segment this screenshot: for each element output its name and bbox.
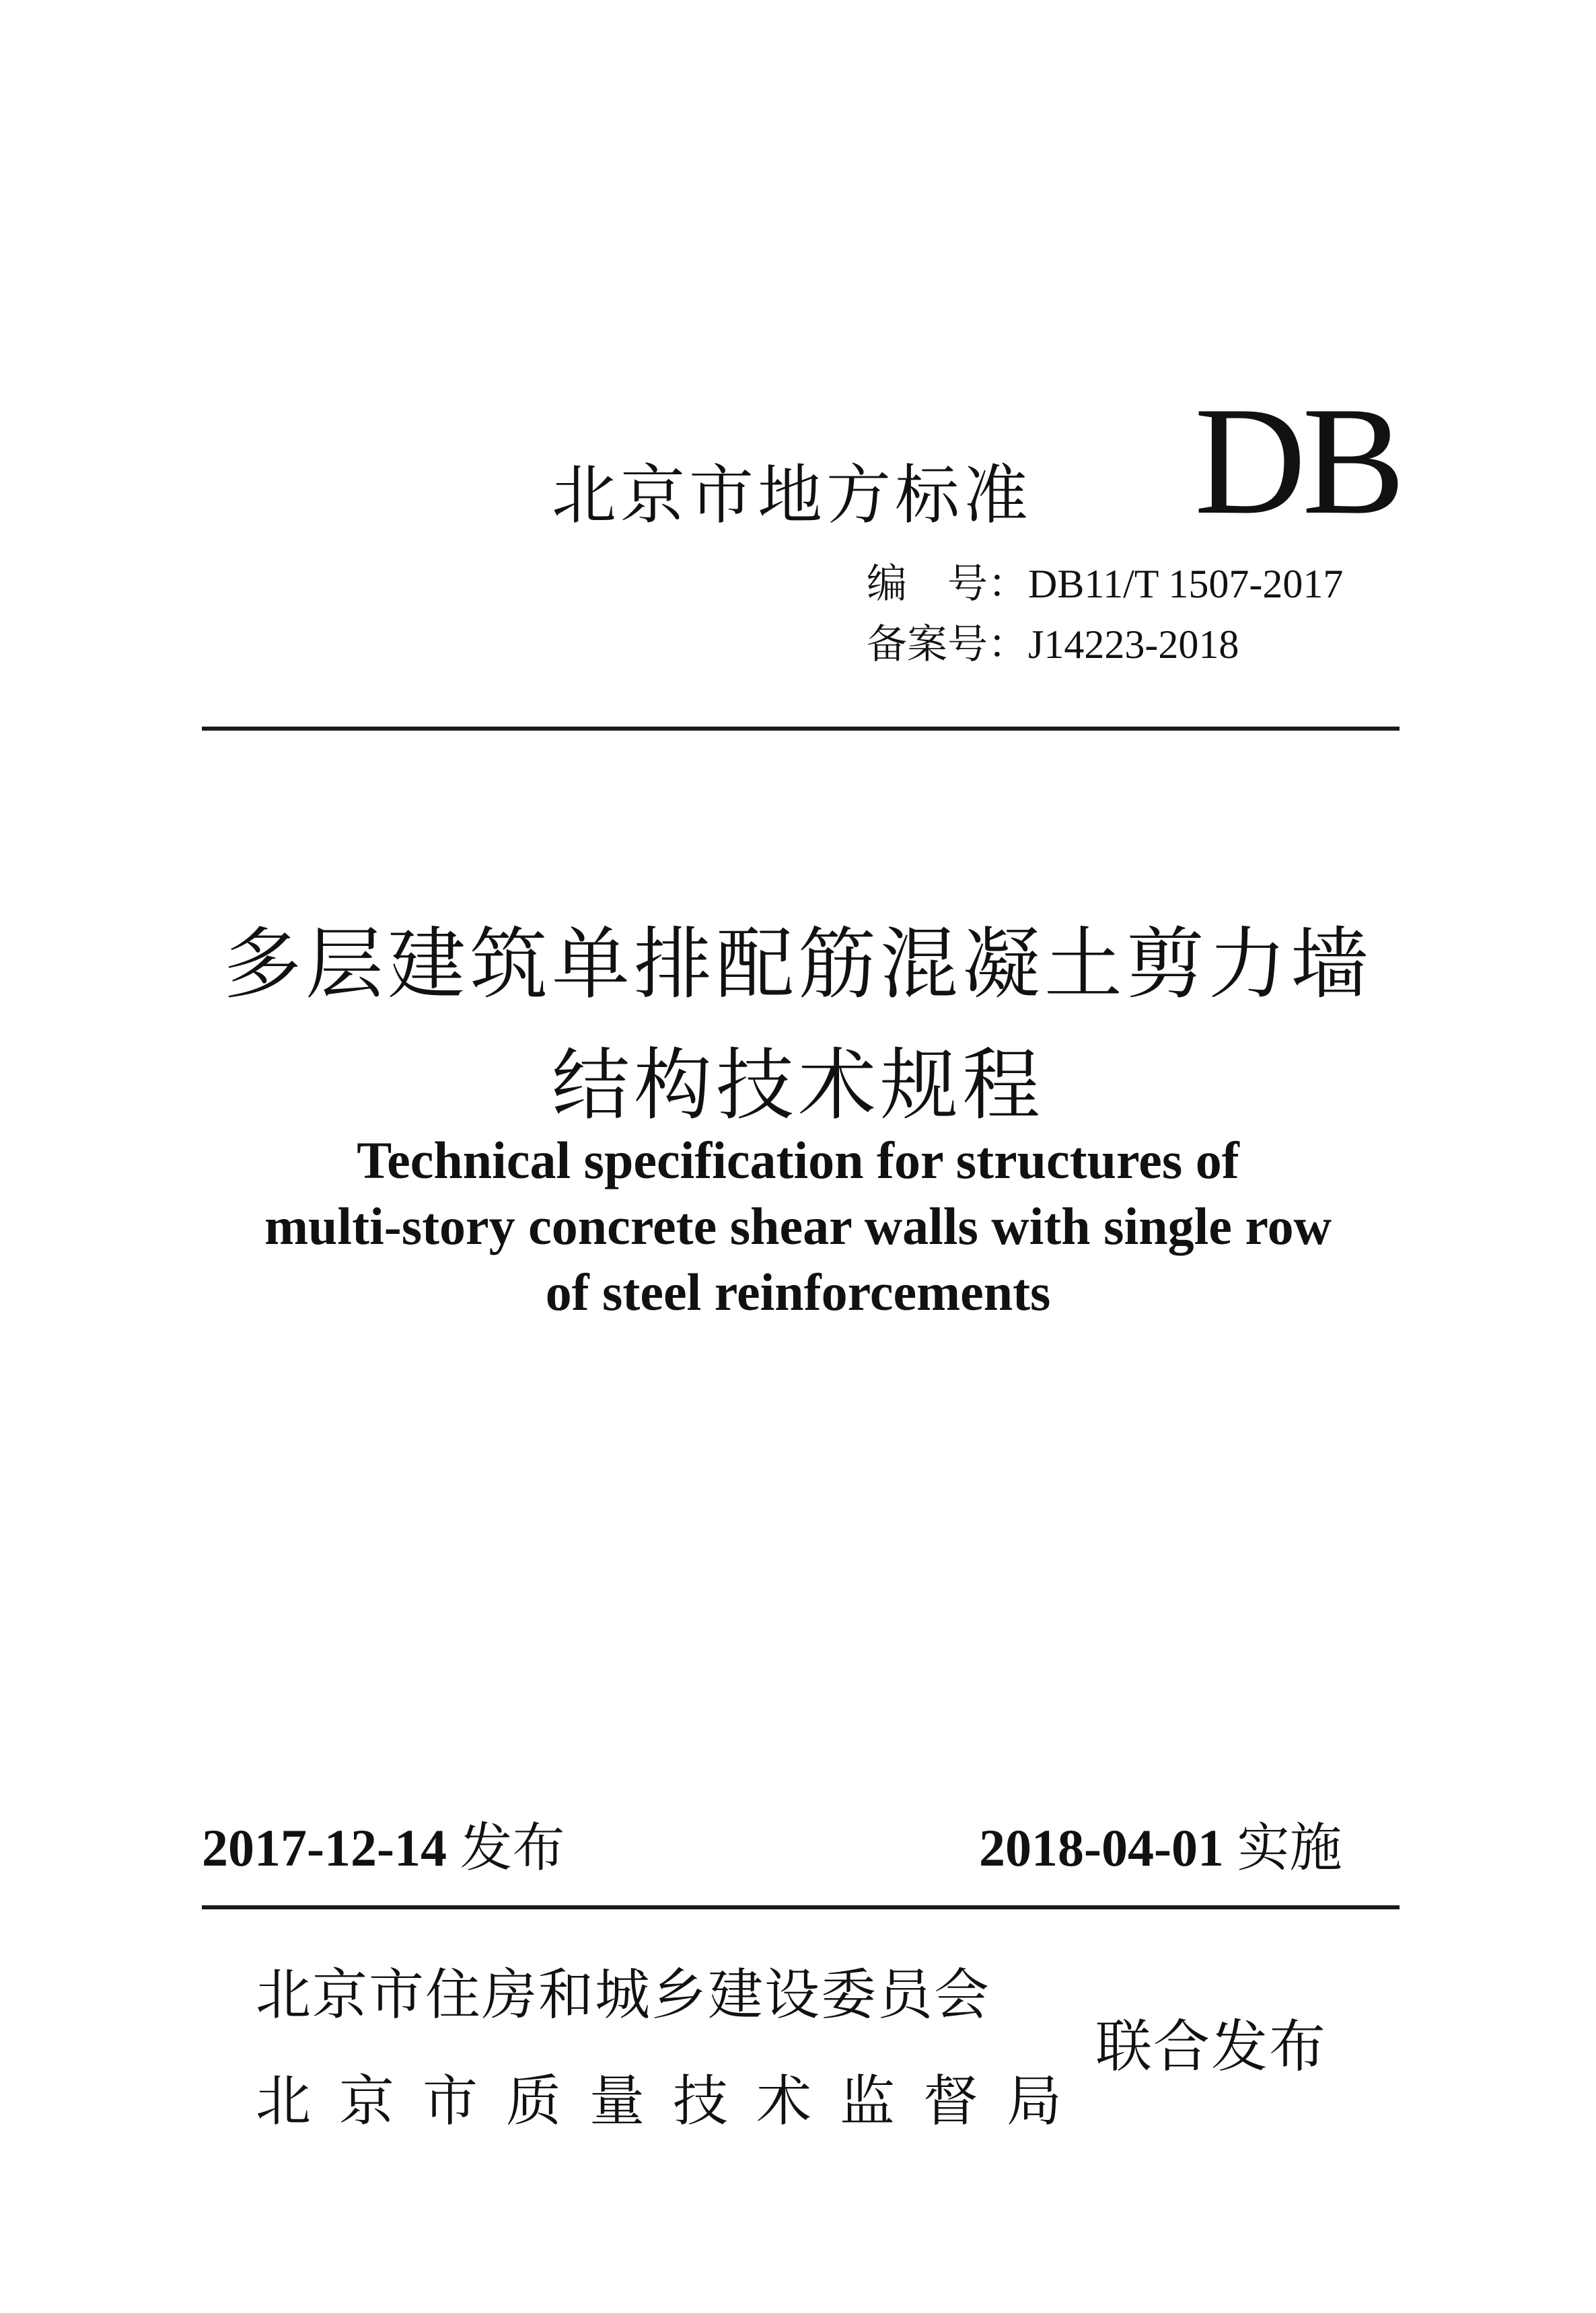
- standard-number-label: 编 号：: [867, 560, 1028, 608]
- implementation-date-value: 2018-04-01: [979, 1819, 1224, 1877]
- record-number: [867, 621, 1239, 668]
- standard-number-value: DB11/T 1507-2017: [1028, 562, 1344, 606]
- implementation-date-word: 实施: [1237, 1818, 1342, 1878]
- issue-date: [202, 1806, 565, 1881]
- title-zh-line-1: 多层建筑单排配筋混凝土剪力墙: [223, 919, 1373, 1010]
- issue-date-value: 2017-12-14: [202, 1819, 447, 1877]
- standard-number: [867, 560, 1344, 608]
- joint-issue-label: 联合发布: [1095, 2014, 1328, 2080]
- db-mark: DB: [1194, 375, 1402, 546]
- title-en-line-1: Technical specification for structures of: [357, 1131, 1239, 1189]
- title-zh-line-2: 结构技术规程: [552, 1040, 1044, 1131]
- top-divider: [202, 727, 1400, 731]
- issue-date-word: 发布: [460, 1818, 565, 1878]
- record-number-value: J14223-2018: [1028, 622, 1239, 667]
- issuer-org-1: 北京市住房和城乡建设委员会: [256, 1963, 991, 2027]
- issuer-org-2: 北京市质量技术监督局: [256, 2069, 1091, 2133]
- title-en-line-3: of steel reinforcements: [545, 1263, 1051, 1321]
- implementation-date: [979, 1806, 1342, 1881]
- standard-category: 北京市地方标准: [552, 457, 1032, 533]
- title-en-line-2: multi-story concrete shear walls with single row: [264, 1197, 1332, 1255]
- record-number-label: 备案号：: [867, 621, 1028, 668]
- bottom-divider: [202, 1905, 1400, 1909]
